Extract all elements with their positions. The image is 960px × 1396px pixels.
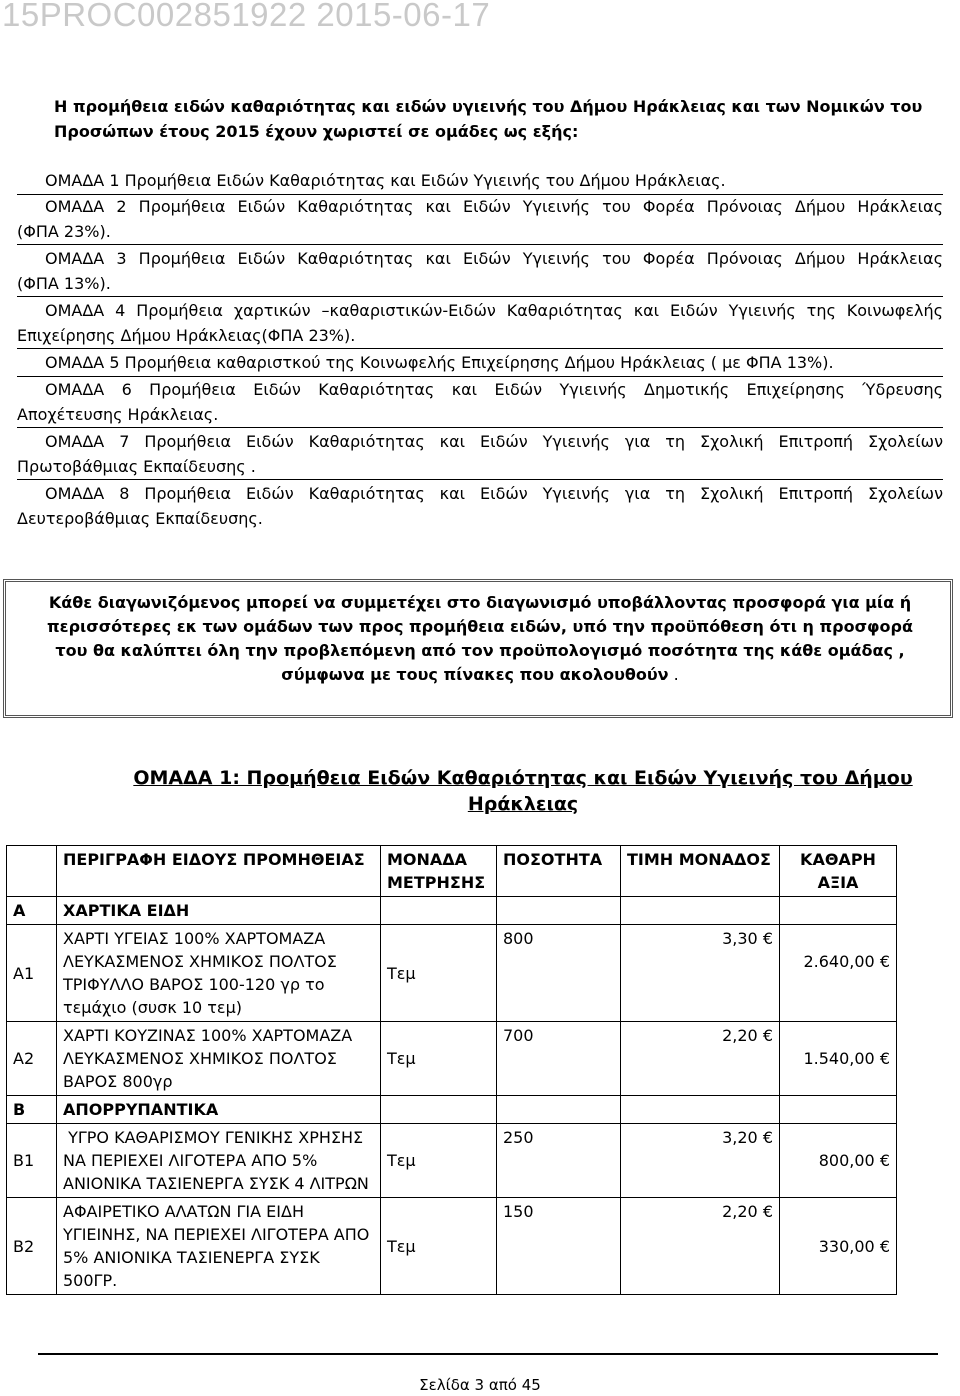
group-title-line: Ηράκλειας	[467, 793, 579, 815]
group-line: ΟΜΑΔΑ 1 Προμήθεια Ειδών Καθαριότητας και Ειδών Υγιεινής του Δήμου Ηράκλειας.	[45, 171, 726, 190]
footer-divider	[38, 1353, 938, 1355]
empty-cell	[780, 897, 897, 925]
empty-cell	[497, 1096, 621, 1124]
group-line: ΟΜΑΔΑ 5 Προμήθεια καθαριστκού της Κοινωφελής Επιχείρησης Δήμου Ηράκλειας ( με ΦΠΑ 13%).	[45, 353, 834, 372]
empty-cell	[381, 1096, 497, 1124]
item-price: 3,20 €	[621, 1124, 780, 1198]
item-price: 2,20 €	[621, 1198, 780, 1295]
group-item-4	[17, 298, 943, 348]
item-description: ΧΑΡΤΙ ΚΟΥΖΙΝΑΣ 100% ΧΑΡΤΟΜΑΖΑ ΛΕΥΚΑΣΜΕΝΟΣ ΧΗΜΙΚΟΣ ΠΟΛΤΟΣ ΒΑΡΟΣ 800γρ	[57, 1022, 381, 1096]
header-total: ΚΑΘΑΡΗ ΑΞΙΑ	[780, 846, 897, 897]
item-description: ΧΑΡΤΙ ΥΓΕΙΑΣ 100% ΧΑΡΤΟΜΑΖΑ ΛΕΥΚΑΣΜΕΝΟΣ ΧΗΜΙΚΟΣ ΠΟΛΤΟΣ ΤΡΙΦΥΛΛΟ ΒΑΡΟΣ 100-120 γρ το τεμάχιο (συσκ 10 τεμ)	[57, 925, 381, 1022]
table-row	[7, 1124, 897, 1198]
group-line-cont: Δευτεροβάθμιας Εκπαίδευσης.	[17, 509, 263, 528]
notice-line: περισσότερες εκ των ομάδων των προς προμήθεια ειδών, υπό την προϋπόθεση ότι η προσφορά	[47, 617, 913, 636]
section-title: ΧΑΡΤΙΚΑ ΕΙΔΗ	[57, 897, 381, 925]
empty-cell	[621, 1096, 780, 1124]
empty-cell	[621, 897, 780, 925]
group-item-5	[17, 350, 943, 375]
page-number: Σελίδα 3 από 45	[419, 1376, 541, 1394]
item-total: 330,00 €	[780, 1198, 897, 1295]
section-row	[7, 897, 897, 925]
group-item-8	[17, 481, 943, 531]
notice-line: του θα καλύπτει όλη την προβλεπόμενη από τον προϋπολογισμό ποσότητα της κάθε ομάδας ,	[55, 641, 905, 660]
group-item-1	[17, 168, 943, 193]
notice-line: Κάθε διαγωνιζόμενος μπορεί να συμμετέχει στο διαγωνισμό υποβάλλοντας προσφορά για μία ή	[48, 593, 912, 612]
item-total: 1.540,00 €	[780, 1022, 897, 1096]
section-code: Β	[7, 1096, 57, 1124]
item-unit: Τεμ	[381, 1124, 497, 1198]
group-item-3	[17, 246, 943, 296]
empty-cell	[780, 1096, 897, 1124]
notice-line	[10, 663, 950, 687]
item-unit: Τεμ	[381, 1198, 497, 1295]
item-code: Β2	[7, 1198, 57, 1295]
section-title: ΑΠΟΡΡΥΠΑΝΤΙΚΑ	[57, 1096, 381, 1124]
section-code: Α	[7, 897, 57, 925]
notice-text	[10, 591, 950, 687]
item-unit: Τεμ	[381, 925, 497, 1022]
notice-line-tail: .	[668, 665, 679, 684]
item-description: ΥΓΡΟ ΚΑΘΑΡΙΣΜΟΥ ΓΕΝΙΚΗΣ ΧΡΗΣΗΣ ΝΑ ΠΕΡΙΕΧΕΙ ΛΙΓΟΤΕΡΑ ΑΠΟ 5% ΑΝΙΟΝΙΚΑ ΤΑΣΙΕΝΕΡΓΑ ΣΥΣΚ 4 ΛΙΤΡΩΝ	[57, 1124, 381, 1198]
header-quantity: ΠΟΣΟΤΗΤΑ	[497, 846, 621, 897]
empty-cell	[381, 897, 497, 925]
header-price: ΤΙΜΗ ΜΟΝΑΔΟΣ	[621, 846, 780, 897]
watermark: 15PROC002851922 2015-06-17	[2, 0, 491, 33]
item-price: 3,30 €	[621, 925, 780, 1022]
group-item-7	[17, 429, 943, 479]
divider	[17, 296, 943, 297]
item-total: 2.640,00 €	[780, 925, 897, 1022]
group-line: ΟΜΑΔΑ 2 Προμήθεια Ειδών Καθαριότητας και Ειδών Υγιεινής του Φορέα Πρόνοιας Δήμου Ηράκλειας	[45, 197, 943, 216]
item-unit: Τεμ	[381, 1022, 497, 1096]
item-code: Β1	[7, 1124, 57, 1198]
item-total: 800,00 €	[780, 1124, 897, 1198]
item-quantity: 150	[497, 1198, 621, 1295]
item-code: Α1	[7, 925, 57, 1022]
table-row	[7, 1022, 897, 1096]
group-item-2	[17, 194, 943, 244]
group-line: ΟΜΑΔΑ 3 Προμήθεια Ειδών Καθαριότητας και Ειδών Υγιεινής του Φορέα Πρόνοιας Δήμου Ηράκλειας	[45, 249, 943, 268]
table-row	[7, 925, 897, 1022]
empty-cell	[497, 897, 621, 925]
item-price: 2,20 €	[621, 1022, 780, 1096]
divider	[17, 427, 943, 428]
group-line-cont: Αποχέτευσης Ηράκλειας.	[17, 405, 219, 424]
group-title	[90, 765, 956, 817]
item-quantity: 700	[497, 1022, 621, 1096]
group-title-line: ΟΜΑΔΑ 1: Προμήθεια Ειδών Καθαριότητας και Ειδών Υγιεινής του Δήμου	[133, 767, 913, 789]
table-row	[7, 1198, 897, 1295]
items-table	[6, 845, 897, 1295]
section-row	[7, 1096, 897, 1124]
table-header-row	[7, 846, 897, 897]
group-line-cont: (ΦΠΑ 23%).	[17, 222, 111, 241]
header-description: ΠΕΡΙΓΡΑΦΗ ΕΙΔΟΥΣ ΠΡΟΜΗΘΕΙΑΣ	[57, 846, 381, 897]
item-description: ΑΦΑΙΡΕΤΙΚΟ ΑΛΑΤΩΝ ΓΙΑ ΕΙΔΗ ΥΓΙΕΙΝΗΣ, ΝΑ ΠΕΡΙΕΧΕΙ ΛΙΓΟΤΕΡΑ ΑΠΟ 5% ΑΝΙΟΝΙΚΑ ΤΑΣΙΕΝΕΡΓΑ ΣΥΣΚ 500ΓΡ.	[57, 1198, 381, 1295]
item-quantity: 800	[497, 925, 621, 1022]
group-line-cont: Πρωτοβάθμιας Εκπαίδευσης .	[17, 457, 256, 476]
divider	[17, 244, 943, 245]
group-line: ΟΜΑΔΑ 7 Προμήθεια Ειδών Καθαριότητας και Ειδών Υγιεινής για τη Σχολική Επιτροπή Σχολείων	[45, 432, 943, 451]
group-item-6	[17, 377, 943, 427]
header-code	[7, 846, 57, 897]
group-line: ΟΜΑΔΑ 4 Προμήθεια χαρτικών –καθαριστικών-Ειδών Καθαριότητας και Ειδών Υγιεινής της Κοινωφελής	[45, 301, 943, 320]
header-unit: ΜΟΝΑΔΑ ΜΕΤΡΗΣΗΣ	[381, 846, 497, 897]
notice-line-text: σύμφωνα με τους πίνακες που ακολουθούν	[281, 665, 669, 684]
item-code: Α2	[7, 1022, 57, 1096]
divider	[17, 348, 943, 349]
group-line-cont: Επιχείρησης Δήμου Ηράκλειας(ΦΠΑ 23%).	[17, 326, 356, 345]
item-quantity: 250	[497, 1124, 621, 1198]
group-line-cont: (ΦΠΑ 13%).	[17, 274, 111, 293]
divider	[17, 479, 943, 480]
group-line: ΟΜΑΔΑ 8 Προμήθεια Ειδών Καθαριότητας και Ειδών Υγιεινής για τη Σχολική Επιτροπή Σχολείων	[45, 484, 943, 503]
group-line: ΟΜΑΔΑ 6 Προμήθεια Ειδών Καθαριότητας και Ειδών Υγιεινής Δημοτικής Επιχείρησης Ύδρευσης	[45, 380, 943, 399]
intro-paragraph: Η προμήθεια ειδών καθαριότητας και ειδών υγιεινής του Δήμου Ηράκλειας και των Νομικών του Προσώπων έτους 2015 έχουν χωριστεί σε ομάδες ως εξής:	[54, 97, 923, 141]
